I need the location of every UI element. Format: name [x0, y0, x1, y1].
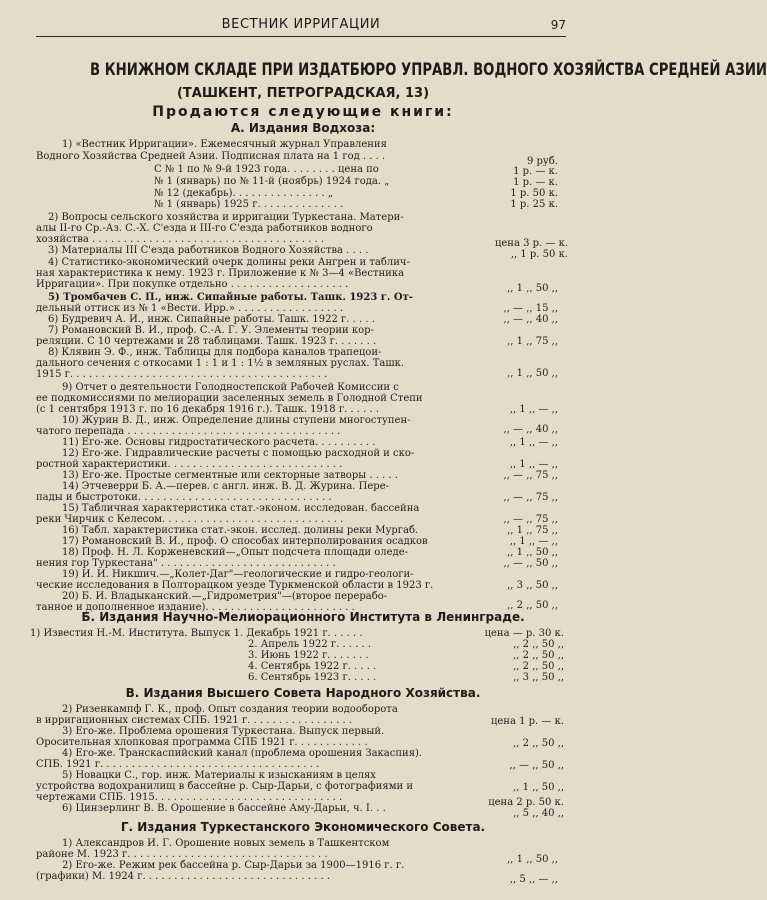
- entry-line: чатого перепада . . . . . . . . . . . . . . . . . . . . . . . . . . . . . . . . . .: [36, 426, 341, 437]
- price: ,, 1 ,, — ,,: [509, 437, 558, 448]
- entry-line: дального сечения с откосами 1 : 1 и 1 : 1½ в земляных руслах. Ташк.: [36, 358, 405, 369]
- entry-line: 6. Сентябрь 1923 г. . . . .: [248, 672, 377, 683]
- entry-line: 3. Июнь 1922 г. . . . . . .: [248, 650, 369, 661]
- entry-line: 16) Табл. характеристика стат.-экон. исслед. долины реки Мургаб.: [62, 525, 419, 536]
- price: ,, 3 ,, 50 ,,: [513, 672, 564, 683]
- price: ,, — ,, 50 ,,: [503, 558, 558, 569]
- entry-line: 4) Его-же. Транскаспийский канал (проблема орошения Закаспия).: [62, 748, 423, 759]
- entry-line: 3) Его-же. Проблема орошения Туркестана. Выпуск первый.: [62, 726, 385, 737]
- price: ,, 1 ,, 50 ,,: [507, 547, 558, 558]
- price: ,, 2 ,, 50 ,,: [507, 600, 558, 611]
- entry-line: 12) Его-же. Гидравлические расчеты с помощью расходной и ско-: [62, 448, 415, 459]
- entry-line: 9) Отчет о деятельности Голодностепской Рабочей Комиссии с: [62, 382, 399, 393]
- entry-line: 1) Известия Н.-М. Института. Выпуск 1. Декабрь 1921 г. . . . . .: [30, 628, 363, 639]
- entry-line: 19) И. И. Никшич.—„Колет-Даг"—геологические и гидро-геологи-: [62, 569, 414, 580]
- price: ,, — ,, 40 ,,: [503, 424, 558, 435]
- price: ,, 1 ,, 75 ,,: [507, 336, 558, 347]
- entry-line: районе М. 1923 г. . . . . . . . . . . . . . . . . . . . . . . . . . . . . . . .: [36, 849, 328, 860]
- entry-line: 7) Романовский В. И., проф. С.-А. Г. У. Элементы теории кор-: [48, 325, 374, 336]
- entry-line: дельный оттиск из № 1 «Вести. Ирр.» . . . . . . . . . . . . . . . . .: [36, 303, 344, 314]
- price: цена — р. 30 к.: [484, 628, 564, 639]
- price: ,, 3 ,, 50 ,,: [507, 580, 558, 591]
- entry-line: хозяйства . . . . . . . . . . . . . . . . . . . . . . . . . . . . . . . . . . . . .: [36, 234, 325, 245]
- price: ,, — ,, 40 ,,: [503, 314, 558, 325]
- price: ,, 1 ,, 50 ,,: [507, 368, 558, 379]
- price: ,, — ,, 50 ,,: [509, 760, 564, 771]
- entry-line: 1) Александров И. Г. Орошение новых земель в Ташкентском: [62, 838, 390, 849]
- entry-line: 8) Клявин Э. Ф., инж. Таблицы для подбора каналов трапецои-: [48, 347, 382, 358]
- entry-line: реки Чирчик с Келесом. . . . . . . . . . . . . . . . . . . . . . . . . . . . .: [36, 514, 344, 525]
- price: ,, — ,, 75 ,,: [503, 514, 558, 525]
- entry-line: 13) Его-же. Простые сегментные или секторные затворы . . . . .: [62, 470, 398, 481]
- entry-line: устройства водохранилищ в бассейне р. Сыр-Дарьи, с фотографиями и: [36, 781, 413, 792]
- entry-line: 10) Журин В. Д., инж. Определение длины ступени многоступен-: [62, 415, 411, 426]
- price: цена 2 р. 50 к.: [488, 797, 564, 808]
- entry-line: 6) Будревич А. И., инж. Сипайные работы. Ташк. 1922 г. . . . .: [48, 314, 375, 325]
- entry-line: 15) Табличная характеристика стат.-эконом. исследован. бассейна: [62, 503, 420, 514]
- price: ,, — ,, 75 ,,: [503, 470, 558, 481]
- price: ,, 1 ,, 75 ,,: [507, 525, 558, 536]
- page-number: 97: [550, 18, 566, 32]
- running-title: ВЕСТНИК ИРРИГАЦИИ: [221, 17, 381, 32]
- entry-line: СПБ. 1921 г. . . . . . . . . . . . . . . . . . . . . . . . . . . . . . . . . . .: [36, 759, 320, 770]
- entry-line: (графики) М. 1924 г. . . . . . . . . . . . . . . . . . . . . . . . . . . . . .: [36, 871, 330, 882]
- entry-line: Водного Хозяйства Средней Азии. Подписная плата на 1 год . . . .: [36, 151, 386, 162]
- price: 1 р. 50 к.: [510, 188, 558, 199]
- entry-line: чертежами СПБ. 1915. . . . . . . . . . . . . . . . . . . . . . . . . . . . . .: [36, 792, 343, 803]
- store-address: (ТАШКЕНТ, ПЕТРОГРАДСКАЯ, 13): [176, 86, 430, 101]
- entry-line: 5) Тромбачев С. П., инж. Сипайные работы. Ташк. 1923 г. От-: [48, 292, 413, 303]
- entry-line: 3) Материалы III С'езда работников Водного Хозяйства . . . .: [48, 245, 369, 256]
- section-heading-v: В. Издания Высшего Совета Народного Хозяйства.: [125, 686, 481, 700]
- price: ,, 1 ,, 50 ,,: [507, 283, 558, 294]
- entry-line: 2. Апрель 1922 г. . . . . .: [248, 639, 372, 650]
- entry-line: (с 1 сентября 1913 г. по 16 декабря 1916 г.). Ташк. 1918 г. . . . . .: [36, 404, 380, 415]
- entry-line: 20) Б. И. Владыканский.—„Гидрометрия"—(второе перерабо-: [62, 591, 388, 602]
- store-banner: В КНИЖНОМ СКЛАДЕ ПРИ ИЗДАТБЮРО УПРАВЛ. ВОДНОГО ХОЗЯЙСТВА СРЕДНЕЙ АЗИИ: [90, 60, 767, 80]
- entry-line: ростной характеристики. . . . . . . . . . . . . . . . . . . . . . . . . . . .: [36, 459, 343, 470]
- price: ,, — ,, 15 ,,: [503, 303, 558, 314]
- price: ,, — ,, 75 ,,: [503, 492, 558, 503]
- entry-line: ческие исследования в Полторацком уезде Туркменской области в 1923 г.: [36, 580, 434, 591]
- price: ,, 2 ,, 50 ,,: [513, 639, 564, 650]
- entry-line: ее подкомиссиями по мелиорации заселенных земель в Голодной Степи: [36, 393, 423, 404]
- entry-line: 11) Его-же. Основы гидростатического расчета. . . . . . . . . .: [62, 437, 376, 448]
- price: цена 3 р. — к.: [494, 238, 568, 249]
- entry-line: 1) «Вестник Ирригации». Ежемесячный журнал Управления: [62, 139, 387, 150]
- price: ,, 5 ,, — ,,: [509, 874, 558, 885]
- entry-line: 2) Ризенкампф Г. К., проф. Опыт создания теории водооборота: [62, 704, 398, 715]
- entry-line: алы II-го Ср.-Аз. С.-Х. С'езда и III-го С'езда работников водного: [36, 223, 373, 234]
- price: ,, 1 ,, 50 ,,: [507, 854, 558, 865]
- entry-line: 6) Цинзерлинг В. В. Орошение в бассейне Аму-Дарьи, ч. I. . .: [62, 803, 386, 814]
- entry-line: № 1 (январь) 1925 г. . . . . . . . . . . . . .: [154, 199, 344, 210]
- price: ,, 1 ,, — ,,: [509, 536, 558, 547]
- price: ,, 1 р. 50 к.: [510, 249, 568, 260]
- price: ,, 2 ,, 50 ,,: [513, 661, 564, 672]
- sale-heading: Продаются следующие книги:: [152, 104, 454, 120]
- entry-line: реляции. С 10 чертежами и 28 таблицами. Ташк. 1923 г. . . . . . .: [36, 336, 377, 347]
- section-heading-b: Б. Издания Научно-Мелиорационного Института в Ленинграде.: [81, 610, 525, 624]
- running-header: [36, 16, 566, 37]
- entry-line: нения гор Туркестана" . . . . . . . . . . . . . . . . . . . . . . . . . . . .: [36, 558, 336, 569]
- entry-line: в ирригационных системах СПБ. 1921 г. . . . . . . . . . . . . . . . .: [36, 715, 353, 726]
- price: 1 р. — к.: [513, 166, 558, 177]
- entry-line: танное и дополненное издание). . . . . . . . . . . . . . . . . . . . . . . .: [36, 602, 355, 613]
- price: ,, 1 ,, — ,,: [509, 459, 558, 470]
- entry-line: 2) Вопросы сельского хозяйства и ирригации Туркестана. Матери-: [48, 212, 404, 223]
- entry-line: 4) Статистико-экономический очерк долины реки Ангрен и таблич-: [48, 257, 410, 268]
- entry-line: 2) Его-же. Режим рек бассейна р. Сыр-Дарьи за 1900—1916 г. г.: [62, 860, 405, 871]
- price: ,, 2 ,, 50 ,,: [513, 738, 564, 749]
- section-heading-g: Г. Издания Туркестанского Экономического Совета.: [120, 820, 486, 834]
- entry-line: Оросительная хлопковая программа СПБ 1921 г. . . . . . . . . . . .: [36, 737, 368, 748]
- price: цена 1 р. — к.: [490, 716, 564, 727]
- entry-line: пады и быстротоки. . . . . . . . . . . . . . . . . . . . . . . . . . . . . . .: [36, 492, 332, 503]
- entry-line: [48, 292, 413, 303]
- price: ,, 1 ,, 50 ,,: [513, 782, 564, 793]
- entry-line: Ирригации». При покупке отдельно . . . . . . . . . . . . . . . . . . .: [36, 279, 349, 290]
- entry-line: № 1 (январь) по № 11-й (ноябрь) 1924 года. „: [154, 176, 390, 187]
- price: ,, 2 ,, 50 ,,: [513, 650, 564, 661]
- entry-line: 14) Этчеверри Б. А.—перев. с англ. инж. В. Д. Журина. Пере-: [62, 481, 390, 492]
- price: 9 руб.: [526, 156, 558, 167]
- entry-line: С № 1 по № 9-й 1923 года. . . . . . . . цена по: [154, 164, 379, 175]
- price: 1 р. 25 к.: [510, 199, 558, 210]
- price: ,, 5 ,, 40 ,,: [513, 808, 564, 819]
- entry-line: № 12 (декабрь). . . . . . . . . . . . . . . „: [154, 188, 334, 199]
- entry-line: 18) Проф. Н. Л. Корженевский—„Опыт подсчета площади оледе-: [62, 547, 408, 558]
- entry-line: 4. Сентябрь 1922 г. . . . .: [248, 661, 377, 672]
- section-heading-a: А. Издания Водхоза:: [230, 121, 376, 135]
- price: 1 р. — к.: [513, 177, 558, 188]
- entry-line: ная характеристика к нему. 1923 г. Приложение к № 3—4 «Вестника: [36, 268, 405, 279]
- entry-line: 1915 г. . . . . . . . . . . . . . . . . . . . . . . . . . . . . . . . . . . . . . . . .: [36, 369, 328, 380]
- entry-line: 17) Романовский В. И., проф. О способах интерполирования осадков: [62, 536, 428, 547]
- entry-line: 5) Новацки С., гор. инж. Материалы к изысканиям в целях: [62, 770, 376, 781]
- price: ,, 1 ,, — ,,: [509, 404, 558, 415]
